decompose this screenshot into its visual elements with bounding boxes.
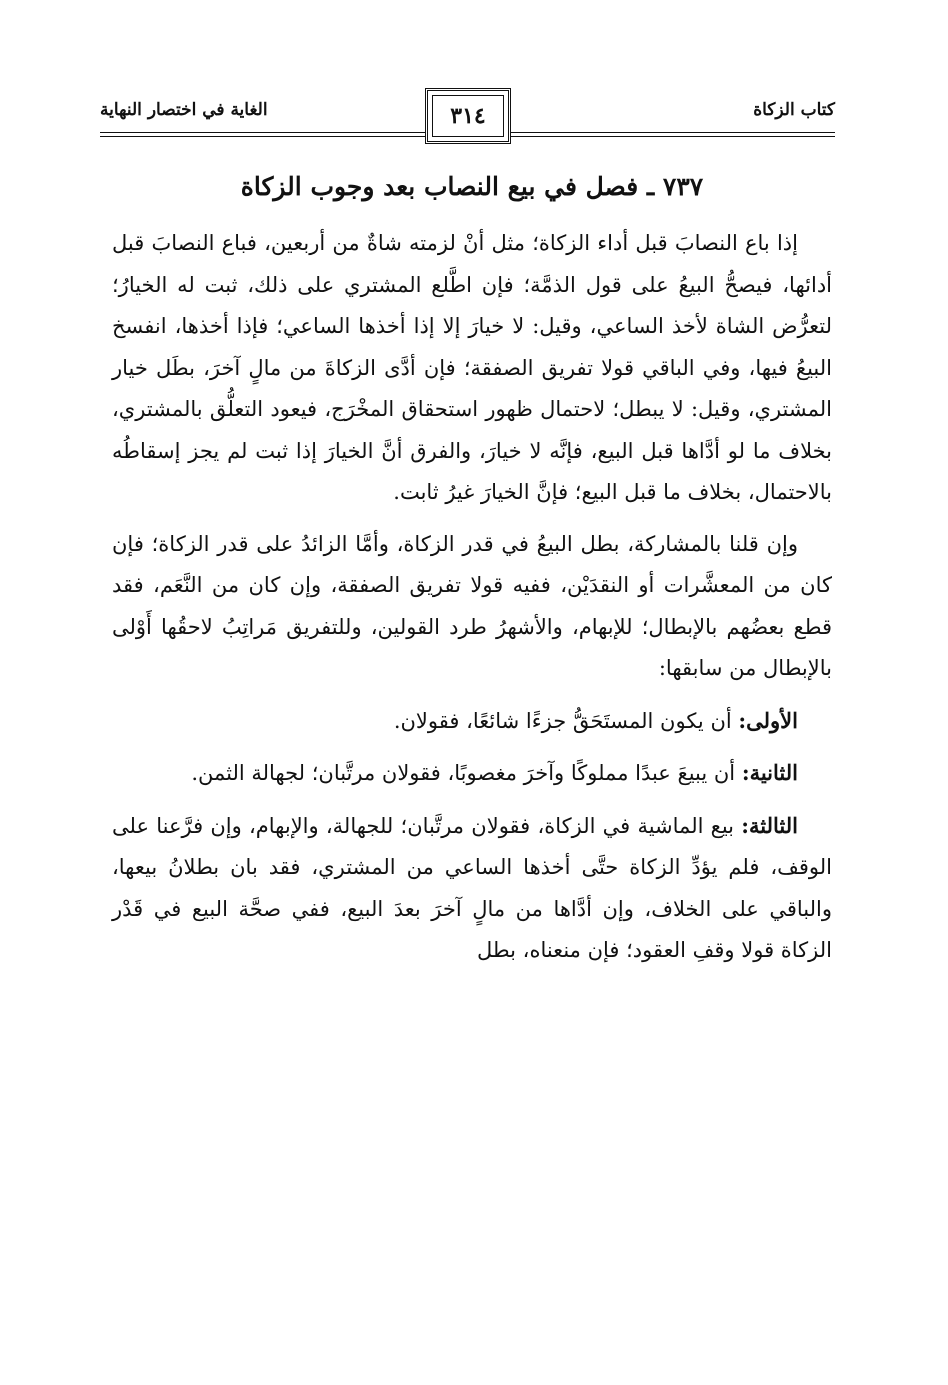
section-title: ٧٣٧ ـ فصل في بيع النصاب بعد وجوب الزكاة (240, 172, 704, 201)
chapter-title: كتاب الزكاة (753, 100, 835, 120)
paragraph (112, 752, 832, 795)
book-title: الغاية في اختصار النهاية (100, 100, 268, 120)
paragraph-text: أن يكون المستَحَقُّ جزءًا شائعًا، فقولان. (393, 708, 732, 733)
paragraph (112, 524, 832, 690)
paragraph-text: وإن قلنا بالمشاركة، بطل البيعُ في قدر الزكاة، وأمَّا الزائدُ على قدر الزكاة؛ فإن كان من المعشَّرات أو النقدَيْن، ففيه قولا تفريق الصفقة، وإن كان من النَّعَم، فقد قطع بعضُهم بالإبطال؛ للإبهام، والأشهرُ طرد القولين، وللتفريق مَراتِبُ لاحقُها أَوْلى بالإبطال من سابقها: (112, 531, 832, 680)
running-header (100, 88, 835, 144)
paragraph-label: الثالثة: (741, 812, 798, 838)
paragraph (112, 700, 832, 743)
paragraph-label: الثانية: (741, 760, 798, 785)
paragraph (112, 805, 832, 972)
page-body (112, 172, 832, 982)
paragraph-text: إذا باع النصابَ قبل أداء الزكاة؛ مثل أنْ لزمته شاةٌ من أربعين، فباع النصابَ قبل أدائها، فيصحُّ البيعُ على قول الذمَّة؛ فإن اطَّلع المشتري على ذلك، ثبت له الخيارُ؛ لتعرُّض الشاة لأخذ الساعي، وقيل: لا خيارَ إلا إذا أخذها الساعي؛ فإذا أخذها، انفسخ البيعُ فيها، وفي الباقي قولا تفريق الصفقة؛ فإن أدَّى الزكاةَ من مالٍ آخرَ، بطَل خيار المشتري، وقيل: لا يبطل؛ لاحتمال ظهور استحقاق المخْرَج، فيعود التعلُّق بالمشتري، بخلاف ما لو أدَّاها قبل البيع، فإنَّه لا خيارَ، والفرق أنَّ الخيارَ إذا ثبت لم يجز إسقاطُه بالاحتمال، بخلاف ما قبل البيع؛ فإنَّ الخيارَ غيرُ ثابت. (112, 231, 832, 504)
paragraph-text: بيع الماشية في الزكاة، فقولان مرتَّبان؛ للجهالة، والإبهام، وإن فرَّعنا على الوقف، فلم يؤدِّ الزكاة حتَّى أخذها الساعي من المشتري، فقد بان بطلانُ بيعها، والباقي على الخلاف، وإن أدَّاها من مالٍ آخرَ بعدَ البيع، ففي صحَّة البيع في قَدْر الزكاة قولا وقفِ العقود؛ فإن منعناه، بطل (112, 813, 832, 962)
paragraph (112, 223, 832, 514)
paragraph-text: أن يبيعَ عبدًا مملوكًا وآخرَ مغصوبًا، فقولان مرتَّبان؛ لجهالة الثمن. (191, 761, 736, 785)
page-number: ٣١٤ (450, 103, 486, 129)
paragraph-label: الأولى: (738, 707, 798, 733)
page-number-frame (425, 88, 511, 144)
